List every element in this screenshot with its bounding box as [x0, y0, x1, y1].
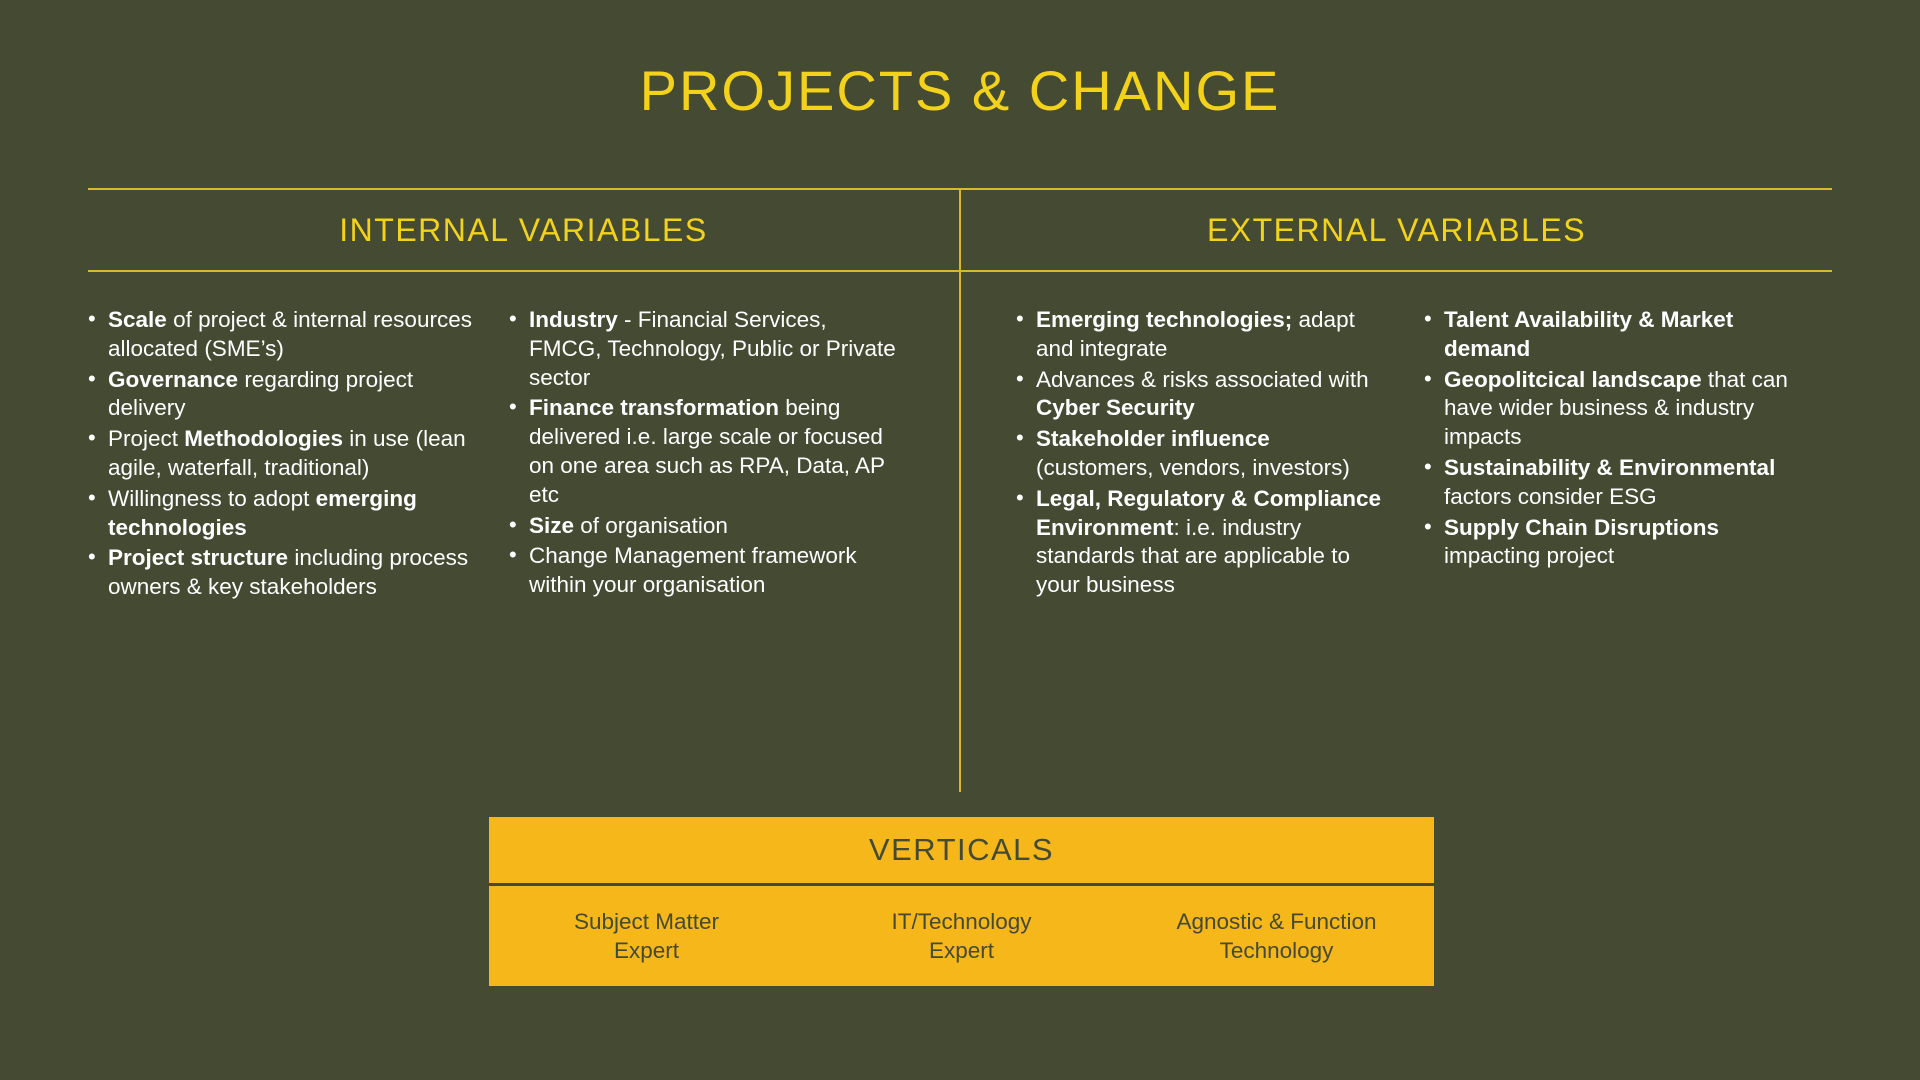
- list-item: • Project structure including process owners & key stakeholders: [88, 544, 477, 602]
- list-item: • Emerging technologies; adapt and integrate: [1016, 306, 1392, 364]
- external-variables-group: [960, 306, 1832, 604]
- verticals-item-line1: Agnostic & Function: [1176, 908, 1377, 934]
- internal-column-2-list: [509, 306, 898, 600]
- list-item: • Project Methodologies in use (lean agile, waterfall, traditional): [88, 425, 477, 483]
- list-item: • Geopolitcical landscape that can have wider business & industry impacts: [1424, 366, 1800, 452]
- list-item: • Legal, Regulatory & Compliance Environment: i.e. industry standards that are applicable to your business: [1016, 485, 1392, 600]
- verticals-panel: [489, 817, 1434, 986]
- list-item: • Governance regarding project delivery: [88, 366, 477, 424]
- verticals-item: [489, 907, 804, 966]
- internal-column-1: [88, 306, 509, 604]
- page-title: PROJECTS & CHANGE: [639, 59, 1281, 122]
- internal-variables-group: [88, 306, 960, 604]
- list-item: • Change Management framework within your organisation: [509, 542, 898, 600]
- list-item: • Advances & risks associated with Cyber Security: [1016, 366, 1392, 424]
- list-item: • Finance transformation being delivered i.e. large scale or focused on one area such as RPA, Data, AP etc: [509, 394, 898, 509]
- verticals-item: [804, 907, 1119, 966]
- verticals-item-line1: Subject Matter: [573, 908, 720, 934]
- section-header-internal-label: INTERNAL VARIABLES: [339, 211, 708, 248]
- variables-content: [88, 306, 1832, 604]
- list-item: • Willingness to adopt emerging technologies: [88, 485, 477, 543]
- section-header-internal: [88, 188, 961, 272]
- list-item: • Supply Chain Disruptions impacting project: [1424, 514, 1800, 572]
- external-column-1-list: [1016, 306, 1392, 600]
- list-item: • Talent Availability & Market demand: [1424, 306, 1800, 364]
- verticals-item: [1119, 907, 1434, 966]
- list-item: • Industry - Financial Services, FMCG, Technology, Public or Private sector: [509, 306, 898, 392]
- verticals-item-line2: Technology: [1219, 938, 1334, 963]
- list-item: • Scale of project & internal resources allocated (SME’s): [88, 306, 477, 364]
- verticals-title: VERTICALS: [489, 817, 1434, 886]
- internal-column-1-list: [88, 306, 477, 602]
- verticals-item-line2: Expert: [613, 938, 680, 963]
- list-item: • Stakeholder influence (customers, vendors, investors): [1016, 425, 1392, 483]
- list-item: • Sustainability & Environmental factors consider ESG: [1424, 454, 1800, 512]
- list-item: • Size of organisation: [509, 512, 898, 541]
- external-column-2-list: [1424, 306, 1800, 571]
- section-header-external: [961, 188, 1832, 272]
- external-column-1: [1016, 306, 1424, 604]
- section-header-external-label: EXTERNAL VARIABLES: [1206, 211, 1587, 248]
- verticals-item-line2: Expert: [928, 938, 995, 963]
- verticals-items: [489, 886, 1434, 986]
- verticals-item-line1: IT/Technology: [891, 908, 1032, 934]
- external-column-2: [1424, 306, 1832, 604]
- variables-header-band: [88, 188, 1832, 272]
- internal-column-2: [509, 306, 930, 604]
